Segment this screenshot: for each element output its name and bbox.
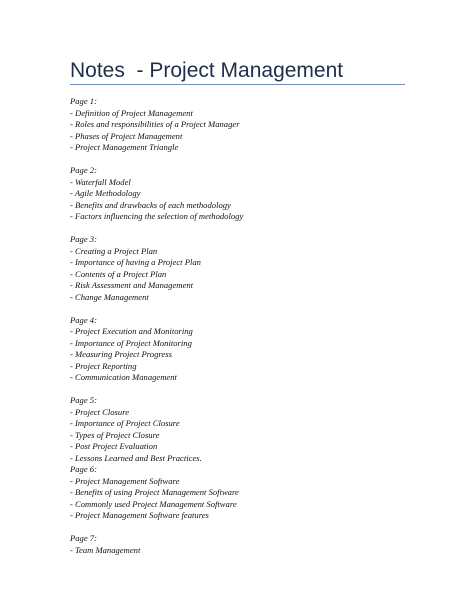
list-item: - Agile Methodology — [70, 188, 141, 198]
list-item: - Benefits and drawbacks of each methodology — [70, 199, 231, 210]
list-item: - Importance of Project Monitoring — [70, 337, 192, 348]
list-item: - Change Management — [70, 291, 149, 302]
list-item: - Project Closure — [70, 406, 130, 417]
list-item: - Project Management Triangle — [70, 142, 179, 152]
list-item: - Team Management — [70, 544, 141, 555]
title-underline — [70, 84, 405, 85]
section-heading: Page 3: — [70, 234, 97, 244]
list-item: - Contents of a Project Plan — [70, 268, 167, 279]
section-gap — [70, 522, 430, 534]
list-item: - Waterfall Model — [70, 176, 131, 187]
list-item: - Roles and responsibilities of a Project Manager — [70, 119, 240, 129]
list-item: - Project Execution and Monitoring — [70, 326, 193, 336]
document-title: Notes - Project Management — [70, 59, 344, 82]
list-item: - Commonly used Project Management Software — [70, 498, 237, 509]
section-gap — [70, 303, 430, 315]
list-item: - Post Project Evaluation — [70, 441, 158, 451]
list-item: - Measuring Project Progress — [70, 349, 172, 359]
section-gap — [70, 223, 430, 235]
list-item: - Importance of having a Project Plan — [70, 257, 201, 267]
section-heading: Page 2: — [70, 165, 97, 175]
section-heading: Page 6: — [70, 464, 97, 474]
list-item: - Project Reporting — [70, 360, 137, 371]
list-item: - Phases of Project Management — [70, 130, 183, 141]
list-item: - Types of Project Closure — [70, 429, 160, 440]
list-item: - Lessons Learned and Best Practices. — [70, 452, 202, 463]
list-item: - Project Management Software — [70, 475, 180, 486]
list-item: - Risk Assessment and Management — [70, 280, 193, 290]
notes-content — [70, 96, 430, 556]
list-item: - Creating a Project Plan — [70, 245, 158, 256]
section-gap — [70, 384, 430, 396]
section-heading: Page 5: — [70, 395, 97, 405]
list-item: - Factors influencing the selection of methodology — [70, 211, 244, 221]
list-item: - Benefits of using Project Management Software — [70, 487, 239, 497]
list-item: - Importance of Project Closure — [70, 418, 180, 428]
section-heading: Page 4: — [70, 314, 97, 325]
list-item: - Definition of Project Management — [70, 107, 193, 118]
list-item: - Project Management Software features — [70, 510, 209, 520]
section-gap — [70, 154, 430, 166]
list-item: - Communication Management — [70, 372, 177, 382]
section-heading: Page 7: — [70, 533, 97, 543]
section-heading: Page 1: — [70, 96, 97, 106]
